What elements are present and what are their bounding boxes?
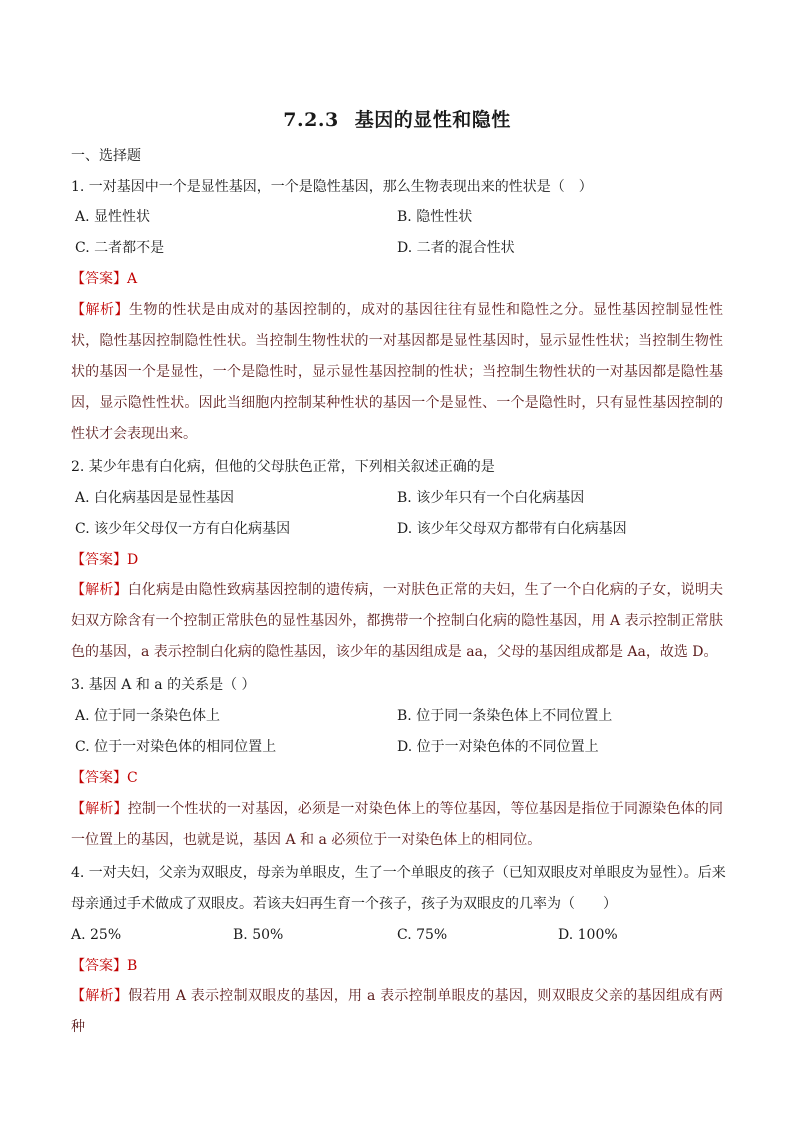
question-4-option-a: A. 25%	[71, 927, 122, 943]
question-3-analysis	[71, 794, 723, 856]
question-2-stem: 2. 某少年患有白化病，但他的父母肤色正常，下列相关叙述正确的是	[71, 459, 495, 475]
answer-tag: 【答案】	[71, 770, 127, 786]
question-2-answer	[71, 550, 138, 570]
question-3-option-b: B. 位于同一条染色体上不同位置上	[397, 708, 613, 724]
question-4-option-d: D. 100%	[558, 927, 618, 943]
answer-value: A	[127, 271, 138, 287]
question-4-stem-line-2: 母亲通过手术做成了双眼皮。若该夫妇再生育一个孩子，孩子为双眼皮的几率为（ ）	[71, 896, 617, 912]
question-1-answer	[71, 269, 137, 289]
question-2-option-c: C. 该少年父母仅一方有白化病基因	[75, 521, 291, 537]
analysis-tag: 【解析】	[71, 988, 129, 1004]
answer-value: C	[127, 770, 138, 786]
question-4-stem-line-1: 4. 一对夫妇，父亲为双眼皮，母亲为单眼皮，生了一个单眼皮的孩子（已知双眼皮对单眼皮为显性）。后来	[71, 865, 726, 881]
question-1-option-a: A. 显性性状	[75, 209, 151, 225]
question-2-option-b: B. 该少年只有一个白化病基因	[397, 490, 585, 506]
question-1-option-d: D. 二者的混合性状	[397, 240, 515, 256]
analysis-text: 白化病是由隐性致病基因控制的遗传病，一对肤色正常的夫妇，生了一个白化病的子女，说明夫妇双方除含有一个控制正常肤色的显性基因外，都携带一个控制白化病的隐性基因，用 A 表示控制正常肤色的基因，a 表示控制白化病的隐性基因，该少年的基因组成是 aa，父母的基因组成都是 Aa，故选 D。	[71, 582, 724, 660]
answer-tag: 【答案】	[71, 552, 127, 568]
analysis-tag: 【解析】	[71, 582, 128, 598]
question-1-option-c: C. 二者都不是	[75, 240, 165, 256]
question-4-answer	[71, 956, 137, 976]
analysis-tag: 【解析】	[71, 302, 129, 318]
answer-tag: 【答案】	[71, 958, 127, 974]
question-4-analysis	[71, 981, 723, 1043]
answer-value: B	[127, 958, 138, 974]
question-1-stem: 1. 一对基因中一个是显性基因，一个是隐性基因，那么生物表现出来的性状是（ ）	[71, 179, 593, 195]
analysis-tag: 【解析】	[71, 801, 128, 817]
title-number: 7.2.3	[283, 109, 339, 131]
question-2-option-d: D. 该少年父母双方都带有白化病基因	[397, 521, 627, 537]
question-3-option-c: C. 位于一对染色体的相同位置上	[75, 739, 277, 755]
question-4-option-c: C. 75%	[397, 927, 448, 943]
analysis-text: 假若用 A 表示控制双眼皮的基因，用 a 表示控制单眼皮的基因，则双眼皮父亲的基因组成有两种	[71, 988, 723, 1035]
section-heading: 一、选择题	[71, 148, 141, 164]
answer-tag: 【答案】	[71, 271, 127, 287]
question-1-analysis	[71, 295, 723, 450]
title-text: 基因的显性和隐性	[354, 109, 511, 131]
question-2-analysis	[71, 575, 723, 668]
question-2-option-a: A. 白化病基因是显性基因	[75, 490, 235, 506]
question-1-option-b: B. 隐性性状	[397, 209, 473, 225]
answer-value: D	[127, 552, 139, 568]
analysis-text: 生物的性状是由成对的基因控制的，成对的基因往往有显性和隐性之分。显性基因控制显性性状，隐性基因控制隐性性状。当控制生物性状的一对基因都是显性基因时，显示显性性状；当控制生物性状的基因一个是显性，一个是隐性时，显示显性基因控制的性状；当控制生物性状的一对基因都是隐性基因，显示隐性性状。因此当细胞内控制某种性状的基因一个是显性、一个是隐性时，只有显性基因控制的性状才会表现出来。	[71, 302, 723, 442]
question-3-stem: 3. 基因 A 和 a 的关系是（ ）	[71, 677, 256, 693]
question-3-option-d: D. 位于一对染色体的不同位置上	[397, 739, 599, 755]
question-4-option-b: B. 50%	[233, 927, 284, 943]
question-3-option-a: A. 位于同一条染色体上	[75, 708, 221, 724]
question-3-answer	[71, 768, 138, 788]
analysis-text: 控制一个性状的一对基因，必须是一对染色体上的等位基因，等位基因是指位于同源染色体的同一位置上的基因，也就是说，基因 A 和 a 必须位于一对染色体上的相同位。	[71, 801, 724, 848]
page-title	[0, 105, 794, 132]
